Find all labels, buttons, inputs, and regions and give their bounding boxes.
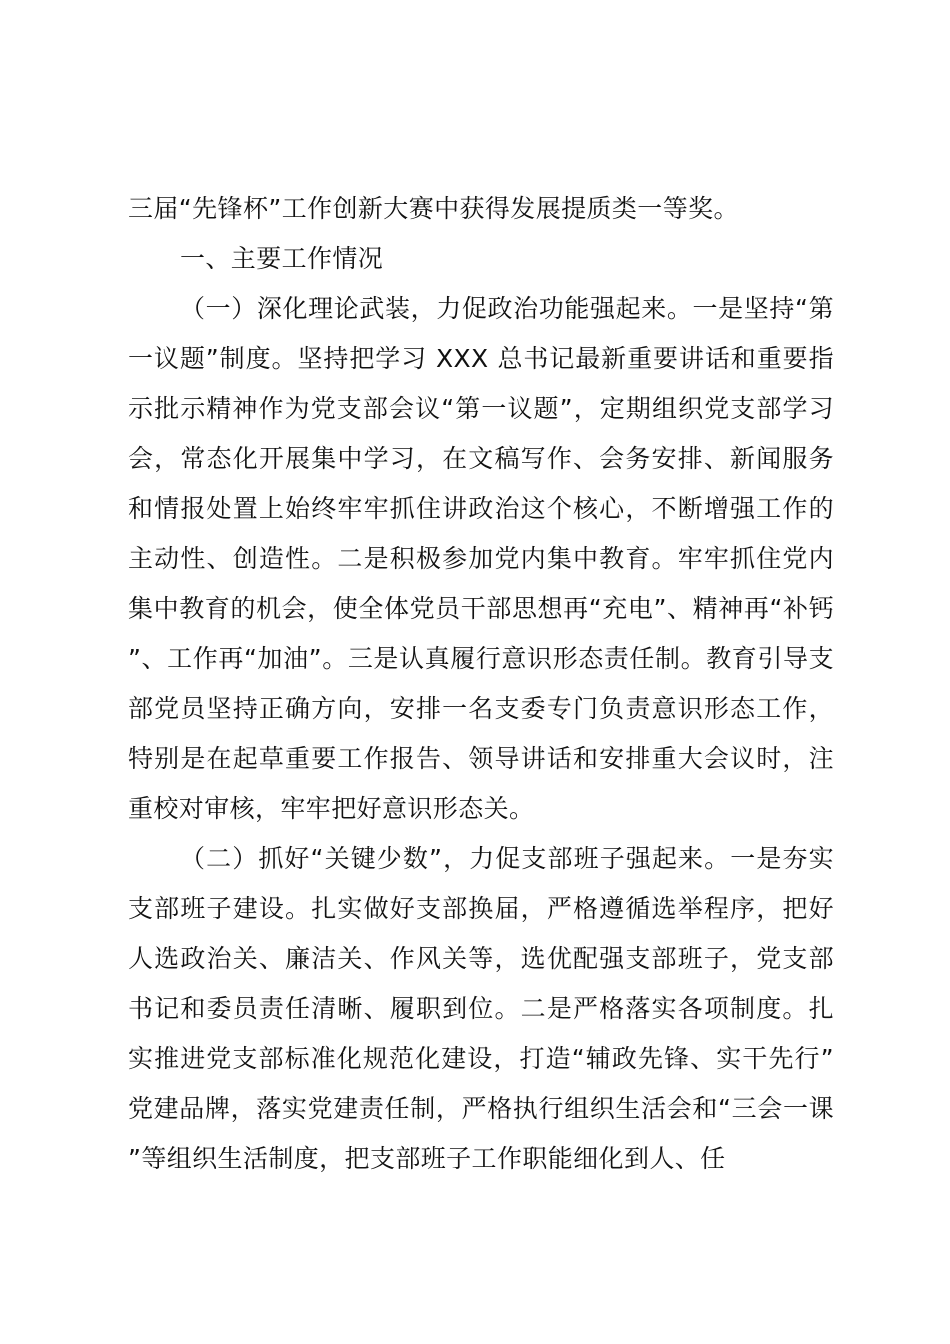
- paragraph-continuation: 三届“先锋杯”工作创新大赛中获得发展提质类一等奖。: [128, 194, 739, 223]
- paragraph-key-minority: （二）抓好“关键少数”，力促支部班子强起来。一是夯实支部班子建设。扎实做好支部换届，严格遵循选举程序，把好人选政治关、廉洁关、作风关等，选优配强支部班子，党支部书记和委员责任清晰、履职到位。二是严格落实各项制度。扎实推进党支部标准化规范化建设，打造“辅政先锋、实干先行”党建品牌，落实党建责任制，严格执行组织生活会和“三会一课”等组织生活制度，把支部班子工作职能细化到人、任: [128, 844, 834, 1173]
- paragraph-theory-armament: （一）深化理论武装，力促政治功能强起来。一是坚持“第一议题”制度。坚持把学习 XXX 总书记最新重要讲话和重要指示批示精神作为党支部会议“第一议题”，定期组织党支部学习会，常态化开展集中学习，在文稿写作、会务安排、新闻服务和情报处置上始终牢牢抓住讲政治这个核心，不断增强工作的主动性、创造性。二是积极参加党内集中教育。牢牢抓住党内集中教育的机会，使全体党员干部思想再“充电”、精神再“补钙”、工作再“加油”。三是认真履行意识形态责任制。教育引导支部党员坚持正确方向，安排一名支委专门负责意识形态工作，特别是在起草重要工作报告、领导讲话和安排重大会议时，注重校对审核，牢牢把好意识形态关。: [128, 294, 834, 823]
- section-heading-main-work: 一、主要工作情况: [180, 244, 384, 273]
- document-body: [128, 184, 834, 1184]
